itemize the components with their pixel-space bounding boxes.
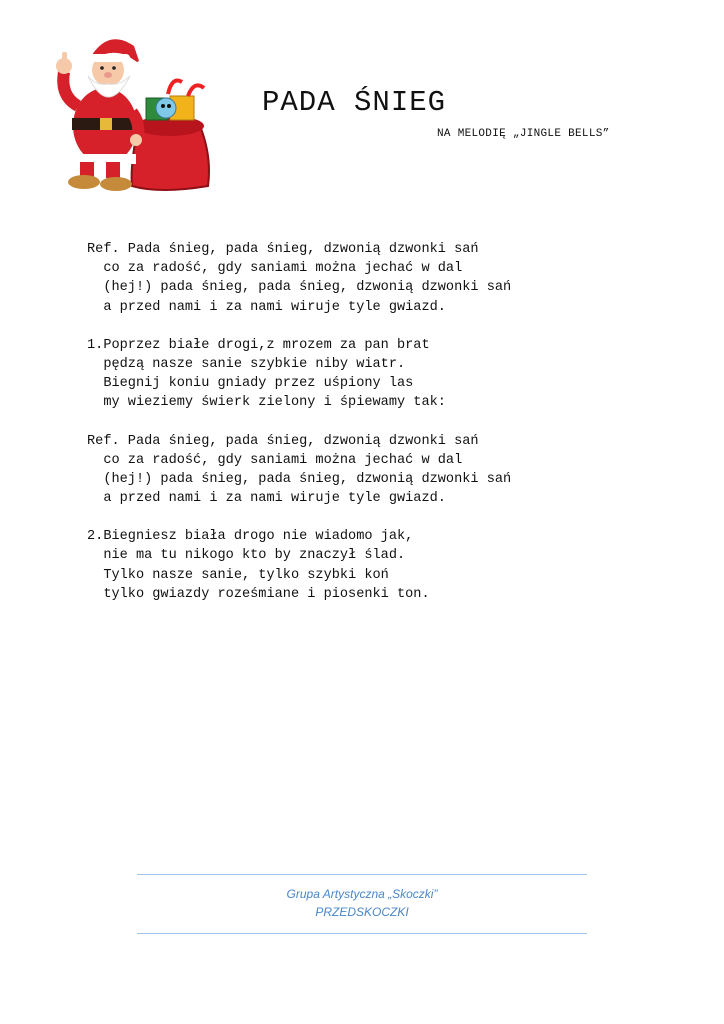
lyric-line: Tylko nasze sanie, tylko szybki koń xyxy=(87,567,389,583)
lyric-line: co za radość, gdy saniami można jechać w dal xyxy=(87,452,463,468)
lyric-line: tylko gwiazdy roześmiane i piosenki ton. xyxy=(87,586,430,602)
lyric-line: my wieziemy świerk zielony i śpiewamy tak: xyxy=(87,395,446,411)
stanza-verse-1 xyxy=(87,336,647,413)
lyric-line: (hej!) pada śnieg, pada śnieg, dzwonią dzwonki sań xyxy=(87,471,512,487)
lyric-line: pędzą nasze sanie szybkie niby wiatr. xyxy=(87,356,406,372)
stanza-refrain-1 xyxy=(87,240,647,317)
stanza-verse-2 xyxy=(87,527,647,604)
lyric-line: Ref. Pada śnieg, pada śnieg, dzwonią dzwonki sań xyxy=(87,242,479,257)
lyric-line: Ref. Pada śnieg, pada śnieg, dzwonią dzwonki sań xyxy=(87,433,479,449)
stanza-refrain-2 xyxy=(87,432,647,509)
lyric-line: 1.Poprzez białe drogi,z mrozem za pan brat xyxy=(87,337,430,353)
footer-divider-bottom xyxy=(137,933,587,934)
lyric-line: nie ma tu nikogo kto by znaczył ślad. xyxy=(87,548,406,564)
melody-subtitle: NA MELODIĘ „JINGLE BELLS” xyxy=(437,128,610,140)
lyric-line: Biegnij koniu gniady przez uśpiony las xyxy=(87,376,414,392)
lyric-line: a przed nami i za nami wiruje tyle gwiazd. xyxy=(87,299,446,315)
lyric-line: a przed nami i za nami wiruje tyle gwiazd. xyxy=(87,491,446,507)
lyric-line: (hej!) pada śnieg, pada śnieg, dzwonią dzwonki sań xyxy=(87,280,512,296)
footer-group-name: Grupa Artystyczna „Skoczki” xyxy=(286,887,438,901)
footer-group-subtitle: PRZEDSKOCZKI xyxy=(315,905,409,919)
lyric-line: 2.Biegniesz biała drogo nie wiadomo jak, xyxy=(87,529,414,545)
santa-claus-illustration xyxy=(50,26,220,196)
song-lyrics xyxy=(87,240,647,623)
lyric-line: co za radość, gdy saniami można jechać w dal xyxy=(87,261,463,277)
song-title: PADA ŚNIEG xyxy=(262,86,447,119)
footer-divider-top xyxy=(137,874,587,875)
